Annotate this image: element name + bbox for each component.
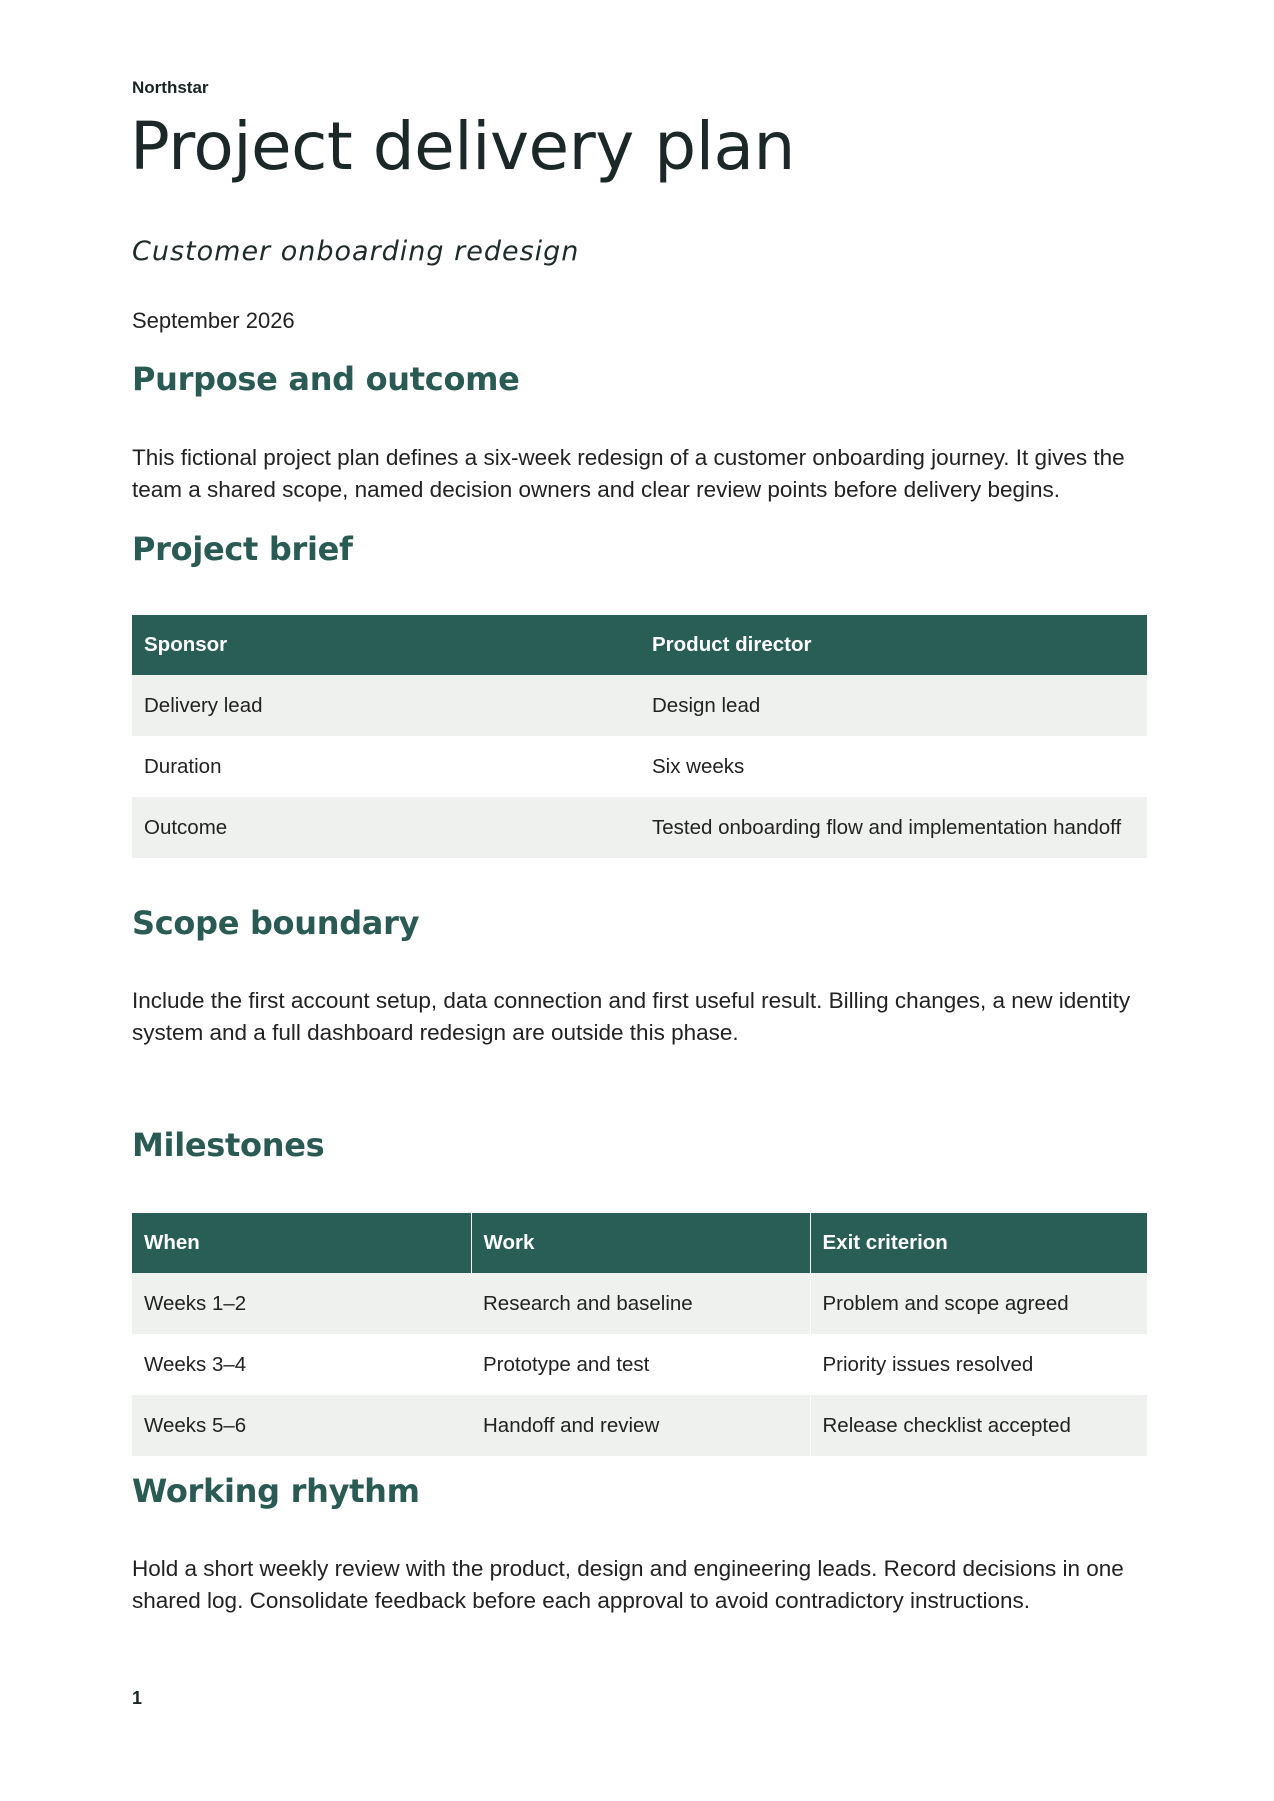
milestone-row [132,1395,1147,1456]
milestone-cell: Weeks 3–4 [144,1353,247,1376]
brief-cell: Delivery lead [132,675,640,736]
page-number: 1 [132,1688,143,1708]
brief-cell: Tested onboarding flow and implementation handoff [640,797,1147,858]
milestone-cell: Priority issues resolved [810,1334,1147,1395]
brief-cell: Design lead [640,675,1147,736]
document-date: September 2026 [132,308,295,333]
brief-cell: Duration [144,755,222,778]
heading-milestones: Milestones [132,1126,325,1164]
milestone-cell: Problem and scope agreed [810,1273,1147,1334]
milestone-cell: Weeks 1–2 [132,1273,471,1334]
heading-project-brief: Project brief [132,530,353,568]
brief-row [132,736,1147,797]
milestones-table [132,1213,1147,1456]
brief-cell: Six weeks [652,755,745,778]
milestone-cell: Prototype and test [483,1353,650,1376]
scope-paragraph: Include the first account setup, data connection and first useful result. Billing changes, a new identity system and a full dashboard redesign are outside this phase. [132,988,1131,1045]
brief-cell: Sponsor [132,615,640,675]
rhythm-paragraph: Hold a short weekly review with the product, design and engineering leads. Record decisions in one shared log. Consolidate feedback before each approval to avoid contradictory instructions. [132,1556,1124,1613]
milestone-cell: Release checklist accepted [810,1395,1147,1456]
purpose-paragraph: This fictional project plan defines a six-week redesign of a customer onboarding journey. It gives the team a shared scope, named decision owners and clear review points before delivery begins. [132,445,1125,502]
brief-cell: Outcome [132,797,640,858]
column-header-when: When [132,1213,471,1273]
milestone-row [132,1273,1147,1334]
heading-purpose: Purpose and outcome [132,360,520,398]
milestone-row [132,1334,1147,1395]
brief-header-row [132,615,1147,675]
heading-working-rhythm: Working rhythm [132,1472,420,1510]
milestone-cell: Research and baseline [471,1273,810,1334]
heading-scope-boundary: Scope boundary [132,904,420,942]
brief-row [132,675,1147,736]
milestone-cell: Handoff and review [471,1395,810,1456]
milestone-cell: Weeks 5–6 [132,1395,471,1456]
brief-row [132,797,1147,858]
page-title: Project delivery plan [130,108,795,185]
brief-cell: Product director [640,615,1147,675]
page-subtitle: Customer onboarding redesign [132,236,580,267]
milestones-header-row [132,1213,1147,1273]
column-header-exit-criterion: Exit criterion [810,1213,1147,1273]
project-brief-table [132,615,1147,858]
brand-name: Northstar [132,78,209,97]
column-header-work: Work [471,1213,810,1273]
